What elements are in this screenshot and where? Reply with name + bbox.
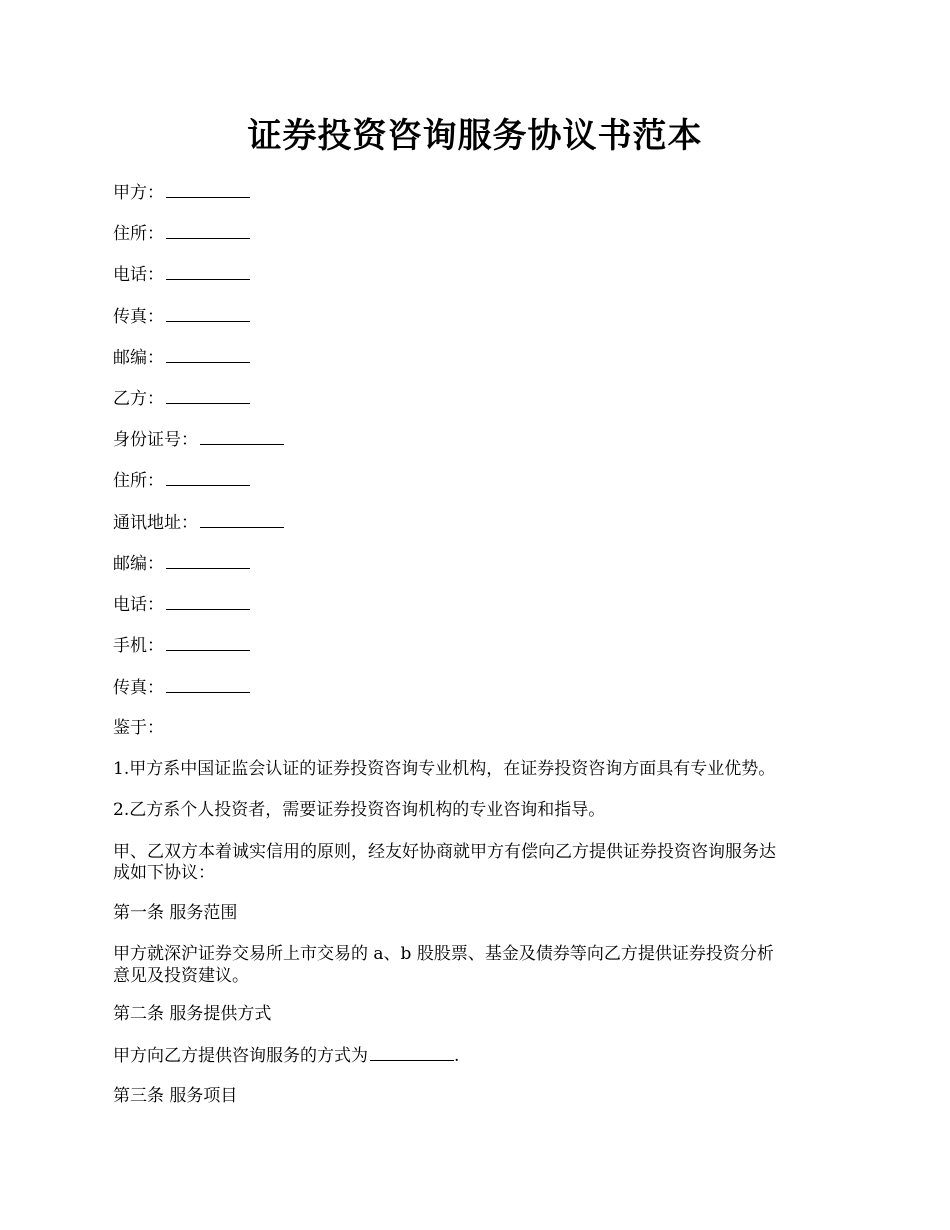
field-label: 通讯地址： (113, 513, 198, 533)
field-label: 电话： (113, 595, 164, 615)
field-label: 甲方： (113, 183, 164, 203)
field-fax-a (113, 305, 843, 329)
field-fax-b (113, 676, 843, 700)
field-label: 住所： (113, 471, 164, 491)
field-address-b (113, 469, 843, 493)
field-mailing-address (113, 511, 843, 535)
field-label: 身份证号： (113, 430, 198, 450)
blank-line (166, 263, 250, 280)
blank-line (166, 676, 250, 693)
field-label: 手机： (113, 636, 164, 656)
field-phone-a (113, 263, 843, 287)
article-3-heading: 第三条 服务项目 (113, 1086, 238, 1106)
blank-line (166, 222, 250, 239)
blank-line (166, 181, 250, 198)
field-party-a (113, 181, 843, 205)
whereas-heading: 鉴于： (113, 718, 164, 738)
field-postcode-a (113, 346, 843, 370)
field-postcode-b (113, 552, 843, 576)
blank-line (166, 469, 250, 486)
blank-line (166, 552, 250, 569)
blank-line (166, 593, 250, 610)
field-mobile-b (113, 634, 843, 658)
document-title: 证券投资咨询服务协议书范本 (247, 116, 703, 156)
agreement-paragraph-line-1: 甲、乙双方本着诚实信用的原则，经友好协商就甲方有偿向乙方提供证券投资咨询服务达 (113, 842, 776, 862)
blank-line (166, 387, 250, 404)
whereas-item-1: 1.甲方系中国证监会认证的证券投资咨询专业机构，在证券投资咨询方面具有专业优势。 (113, 759, 776, 779)
whereas-item-2: 2.乙方系个人投资者，需要证券投资咨询机构的专业咨询和指导。 (113, 800, 606, 820)
article-2-text-after: . (454, 1046, 460, 1066)
field-label: 传真： (113, 307, 164, 327)
article-1-text-line-1: 甲方就深沪证券交易所上市交易的 a、b 股股票、基金及债券等向乙方提供证券投资分析 (113, 944, 774, 964)
field-id-number (113, 428, 843, 452)
article-2-text-before: 甲方向乙方提供咨询服务的方式为 (113, 1046, 368, 1066)
blank-line (166, 346, 250, 363)
article-1-text-line-2: 意见及投资建议。 (113, 966, 249, 986)
field-label: 电话： (113, 265, 164, 285)
field-party-b (113, 387, 843, 411)
agreement-paragraph-line-2: 成如下协议： (113, 863, 215, 883)
field-label: 乙方： (113, 389, 164, 409)
field-address-a (113, 222, 843, 246)
article-1-heading: 第一条 服务范围 (113, 903, 238, 923)
blank-line (370, 1044, 454, 1061)
field-label: 邮编： (113, 554, 164, 574)
blank-line (200, 428, 284, 445)
article-2-text (113, 1044, 843, 1068)
blank-line (166, 305, 250, 322)
field-label: 住所： (113, 224, 164, 244)
field-label: 传真： (113, 678, 164, 698)
article-2-heading: 第二条 服务提供方式 (113, 1004, 272, 1024)
field-label: 邮编： (113, 348, 164, 368)
field-phone-b (113, 593, 843, 617)
blank-line (166, 634, 250, 651)
blank-line (200, 511, 284, 528)
